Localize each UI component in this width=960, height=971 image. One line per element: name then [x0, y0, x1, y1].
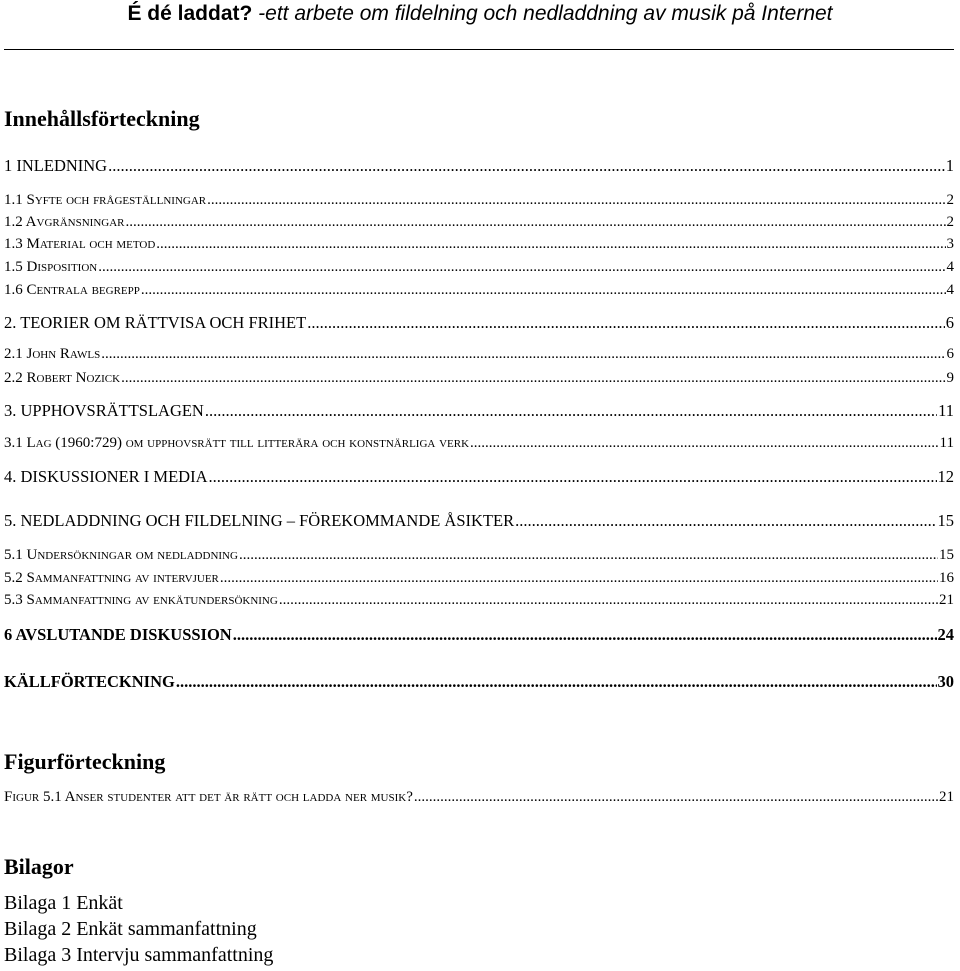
bilaga-item-1: Bilaga 1 Enkät — [4, 892, 123, 914]
toc-entry-label: 2.1 John Rawls — [4, 346, 101, 362]
toc-entry-1-3[interactable] — [4, 237, 954, 252]
toc-entry-page: 3 — [946, 236, 954, 252]
toc-leader — [220, 571, 938, 586]
toc-leader — [108, 158, 945, 175]
toc-entry-label: 1.1 Syfte och frågeställningar — [4, 192, 207, 208]
toc-entry-page: 4 — [946, 259, 954, 275]
toc-leader — [126, 215, 946, 230]
toc-entry-2[interactable] — [4, 315, 954, 332]
toc-entry-1-2[interactable] — [4, 215, 954, 230]
toc-entry-label: KÄLLFÖRTECKNING — [4, 672, 175, 691]
toc-leader — [176, 674, 937, 691]
toc-leader — [121, 371, 945, 386]
toc-leader — [101, 347, 945, 362]
toc-leader — [156, 237, 945, 252]
toc-entry-label: 3.1 Lag (1960:729) om upphovsrätt till litterära och konstnärliga verk — [4, 435, 470, 451]
toc-entry-page: 15 — [939, 547, 954, 563]
toc-entry-5[interactable] — [4, 513, 954, 530]
toc-entry-2-2[interactable] — [4, 371, 954, 386]
toc-entry-label: 1.3 Material och metod — [4, 236, 156, 252]
toc-entry-page: 1 — [945, 156, 954, 175]
toc-heading: Innehållsförteckning — [4, 106, 200, 131]
figures-heading: Figurförteckning — [4, 749, 166, 774]
toc-entry-label: 5.1 Undersökningar om nedladdning — [4, 547, 238, 563]
toc-entry-label: 2.2 Robert Nozick — [4, 370, 121, 386]
toc-leader — [307, 315, 945, 332]
toc-leader — [414, 790, 938, 805]
toc-entry-label: 5.2 Sammanfattning av intervjuer — [4, 570, 219, 586]
toc-entry-page: 6 — [946, 346, 954, 362]
toc-entry-2-1[interactable] — [4, 347, 954, 362]
toc-entry-1-1[interactable] — [4, 193, 954, 208]
toc-entry-1-5[interactable] — [4, 260, 954, 275]
document-subtitle: -ett arbete om fildelning och nedladdning av musik på Internet — [252, 2, 833, 25]
toc-entry-page: 24 — [937, 625, 954, 644]
toc-entry-page: 11 — [938, 401, 954, 420]
toc-leader — [209, 469, 937, 486]
toc-entry-page: 4 — [946, 282, 954, 298]
toc-entry-1[interactable] — [4, 158, 954, 175]
toc-entry-6[interactable] — [4, 627, 954, 644]
toc-entry-page: 11 — [939, 435, 954, 451]
toc-leader — [279, 593, 938, 608]
bilaga-item-2: Bilaga 2 Enkät sammanfattning — [4, 918, 257, 940]
toc-entry-label: 1.2 Avgränsningar — [4, 214, 125, 230]
toc-entry-5-3[interactable] — [4, 593, 954, 608]
toc-entry-label: 2. TEORIER OM RÄTTVISA OCH FRIHET — [4, 313, 307, 332]
toc-leader — [239, 548, 938, 563]
toc-leader — [515, 513, 936, 530]
toc-leader — [98, 260, 945, 275]
document-title: É dé laddat? — [127, 2, 253, 25]
header-rule — [4, 49, 954, 50]
figure-entry-page: 21 — [939, 789, 954, 805]
figure-entry-label: Figur 5.1 Anser studenter att det är rätt och ladda ner musik? — [4, 789, 413, 805]
bilagor-heading: Bilagor — [4, 854, 74, 879]
toc-entry-label: 5. NEDLADDNING OCH FILDELNING – FÖREKOMMANDE ÅSIKTER — [4, 511, 515, 530]
toc-entry-label: 3. UPPHOVSRÄTTSLAGEN — [4, 401, 204, 420]
toc-entry-label: 1.5 Disposition — [4, 259, 98, 275]
toc-entry-page: 2 — [946, 192, 954, 208]
bilaga-item-3: Bilaga 3 Intervju sammanfattning — [4, 944, 274, 966]
toc-entry-3-1[interactable] — [4, 436, 954, 451]
toc-entry-page: 12 — [937, 467, 954, 486]
toc-entry-label: 6 AVSLUTANDE DISKUSSION — [4, 625, 232, 644]
toc-entry-kallforteckning[interactable] — [4, 674, 954, 691]
toc-leader — [205, 403, 937, 420]
toc-leader — [470, 436, 939, 451]
toc-entry-page: 2 — [946, 214, 954, 230]
toc-entry-3[interactable] — [4, 403, 954, 420]
toc-entry-label: 4. DISKUSSIONER I MEDIA — [4, 467, 208, 486]
toc-leader — [141, 283, 946, 298]
toc-entry-page: 15 — [937, 511, 954, 530]
figure-entry-5-1[interactable] — [4, 790, 954, 805]
toc-entry-4[interactable] — [4, 469, 954, 486]
toc-leader — [233, 627, 937, 644]
toc-entry-5-1[interactable] — [4, 548, 954, 563]
toc-entry-page: 21 — [939, 592, 954, 608]
toc-entry-page: 9 — [946, 370, 954, 386]
toc-entry-page: 30 — [937, 672, 954, 691]
toc-entry-label: 1 INLEDNING — [4, 156, 108, 175]
toc-leader — [207, 193, 945, 208]
toc-entry-label: 5.3 Sammanfattning av enkätundersökning — [4, 592, 278, 608]
toc-entry-page: 16 — [939, 570, 954, 586]
toc-entry-1-6[interactable] — [4, 283, 954, 298]
toc-entry-5-2[interactable] — [4, 571, 954, 586]
document-header — [0, 2, 960, 26]
toc-entry-page: 6 — [945, 313, 954, 332]
toc-entry-label: 1.6 Centrala begrepp — [4, 282, 140, 298]
